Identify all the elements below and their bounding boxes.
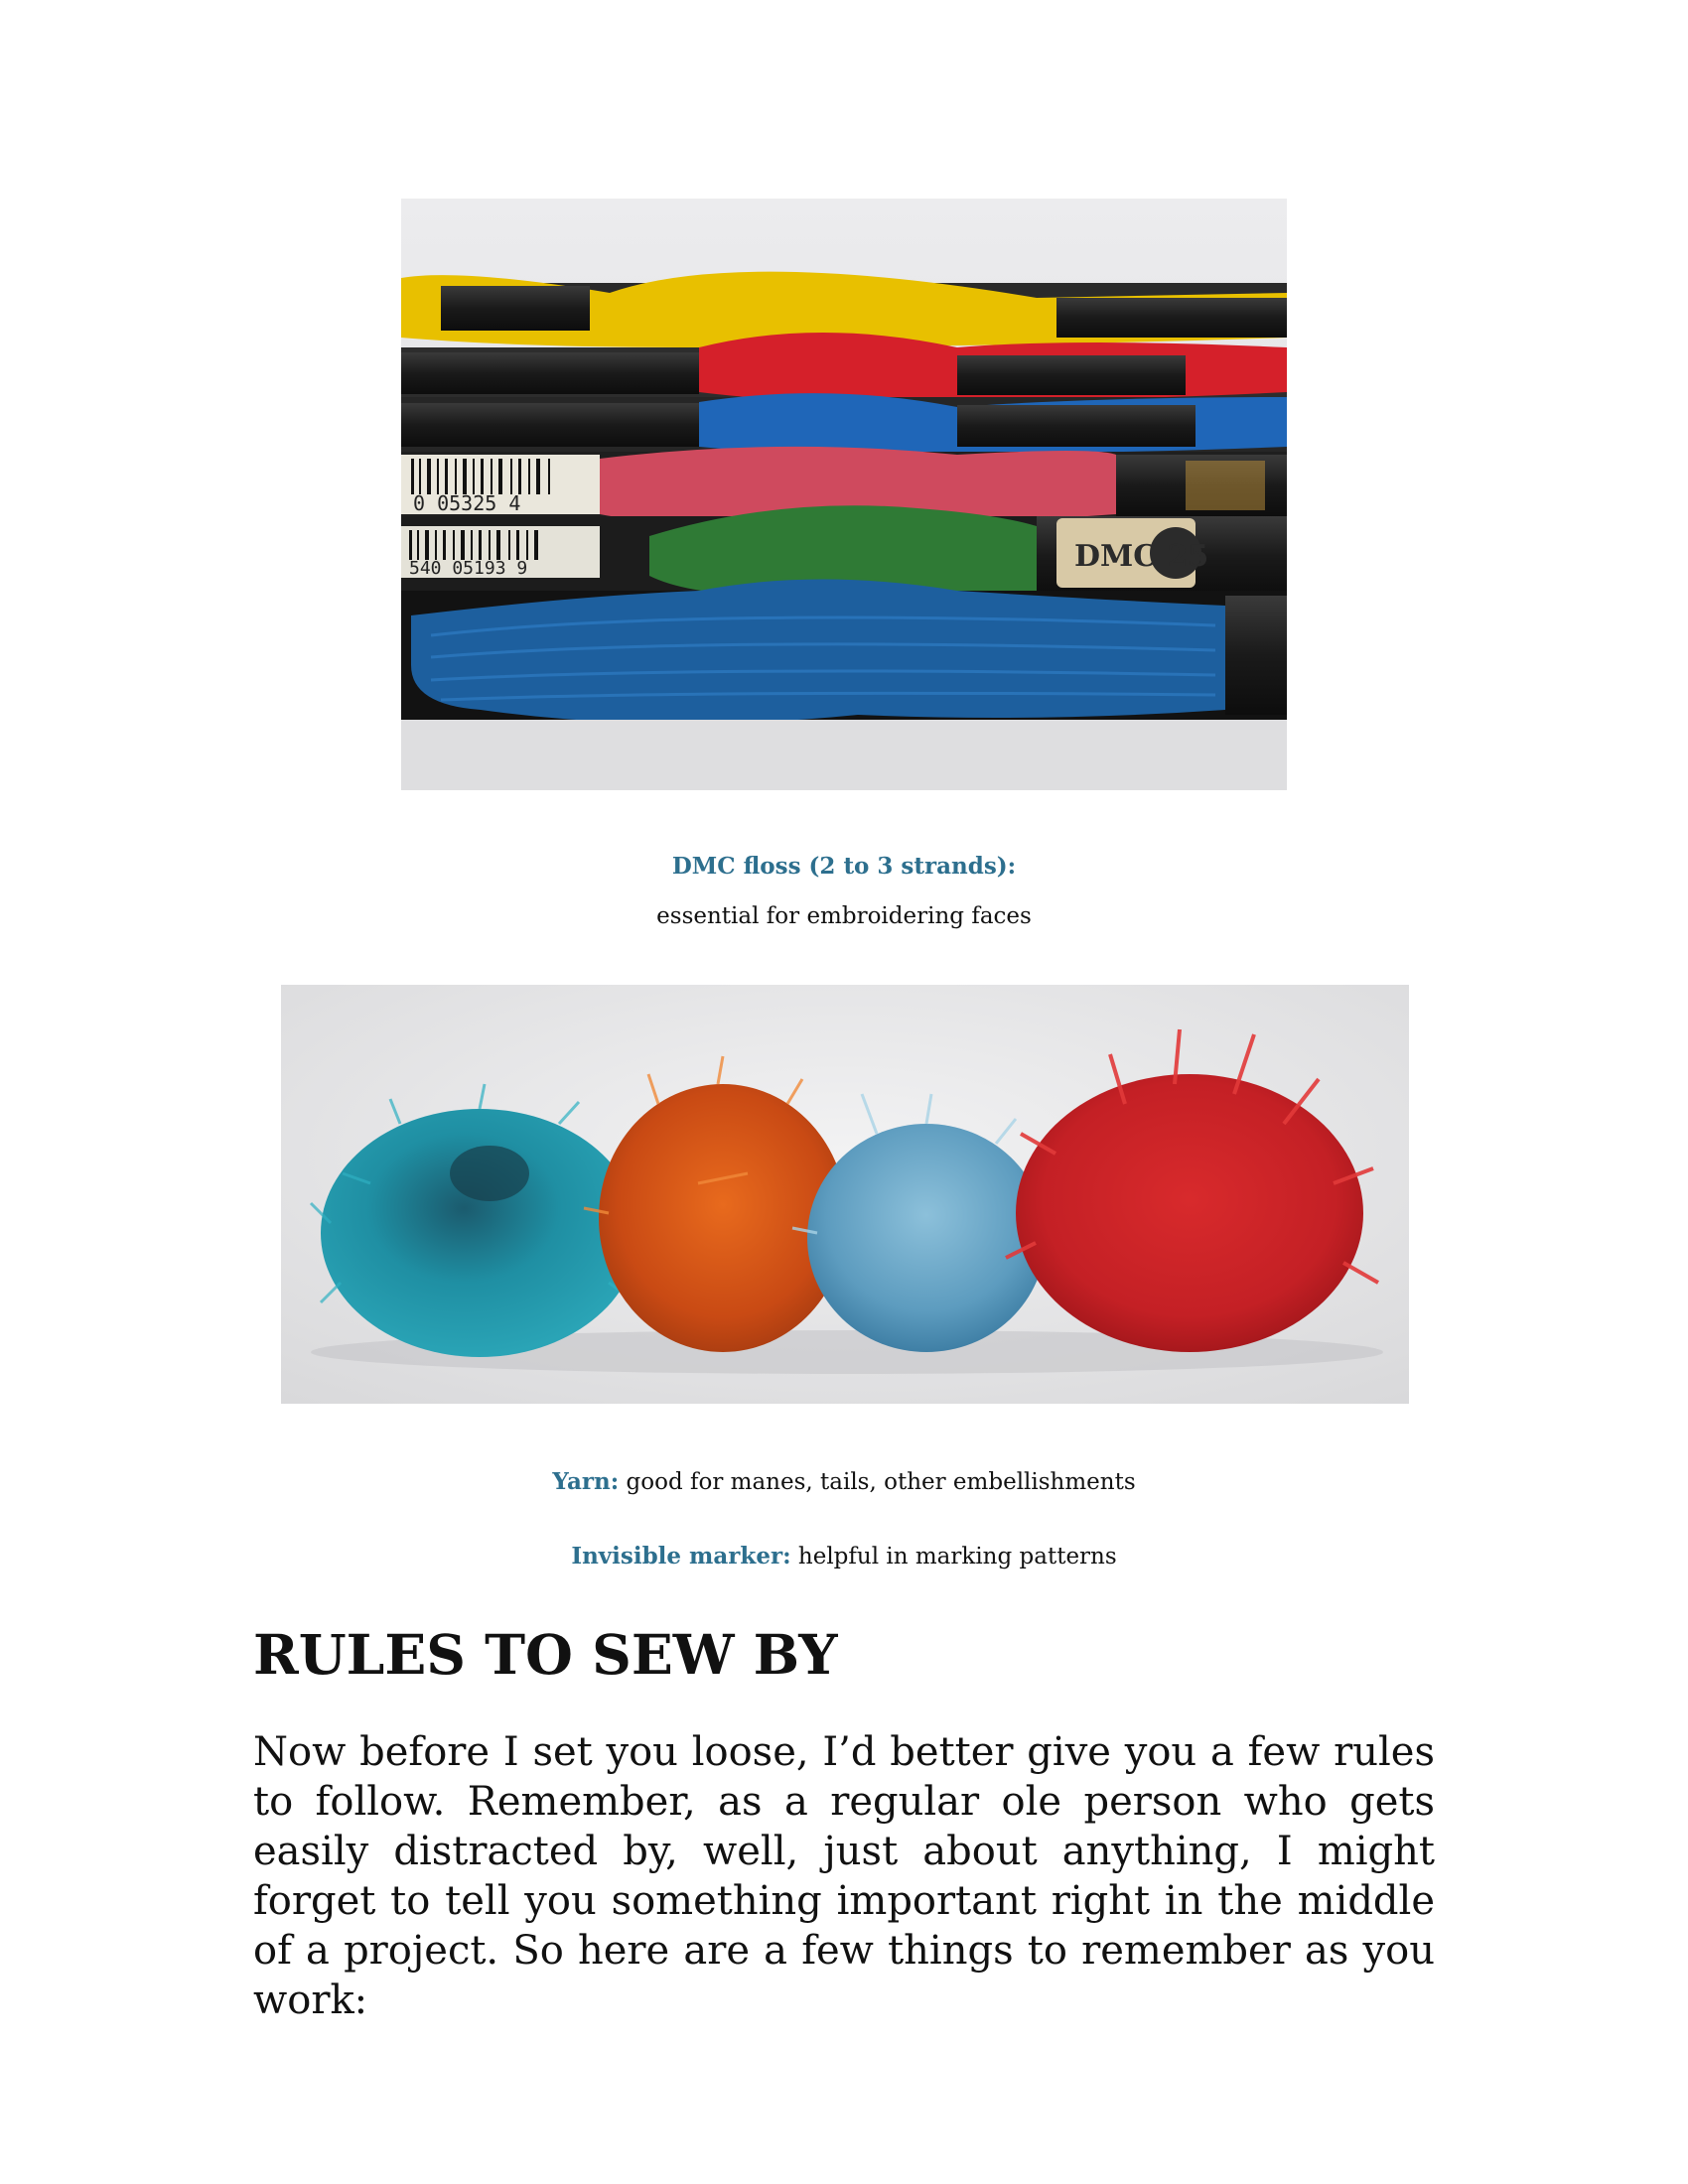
- floss-description: essential for embroidering faces: [656, 903, 1032, 929]
- floss-label: DMC floss (2 to 3 strands):: [671, 853, 1017, 880]
- yarn-description: good for manes, tails, other embellishments: [626, 1469, 1136, 1495]
- marker-description: helpful in marking patterns: [797, 1544, 1117, 1570]
- floss-photo: [401, 199, 1287, 790]
- floss-brand-mark: DMC 25: [1074, 539, 1209, 574]
- marker-caption: [0, 1542, 1688, 1571]
- yarn-label: Yarn:: [552, 1468, 620, 1495]
- yarn-photo: [281, 985, 1409, 1404]
- floss-band-number-1: 0 05325 4: [413, 491, 521, 515]
- floss-band-number-2: 540 05193 9: [409, 558, 528, 579]
- floss-caption-label: [0, 852, 1688, 882]
- marker-label: Invisible marker:: [571, 1543, 791, 1570]
- section-heading: RULES TO SEW BY: [253, 1622, 838, 1687]
- body-paragraph: Now before I set you loose, I’d better give you a few rules to follow. Remember, as a regular ole person who gets easily distracted by, well, just about anything, I might forget to tell you something important right in the middle of a project. So here are a few things to remember as you work:: [253, 1729, 1435, 2023]
- floss-caption-description: [0, 901, 1688, 931]
- yarn-caption: [0, 1467, 1688, 1497]
